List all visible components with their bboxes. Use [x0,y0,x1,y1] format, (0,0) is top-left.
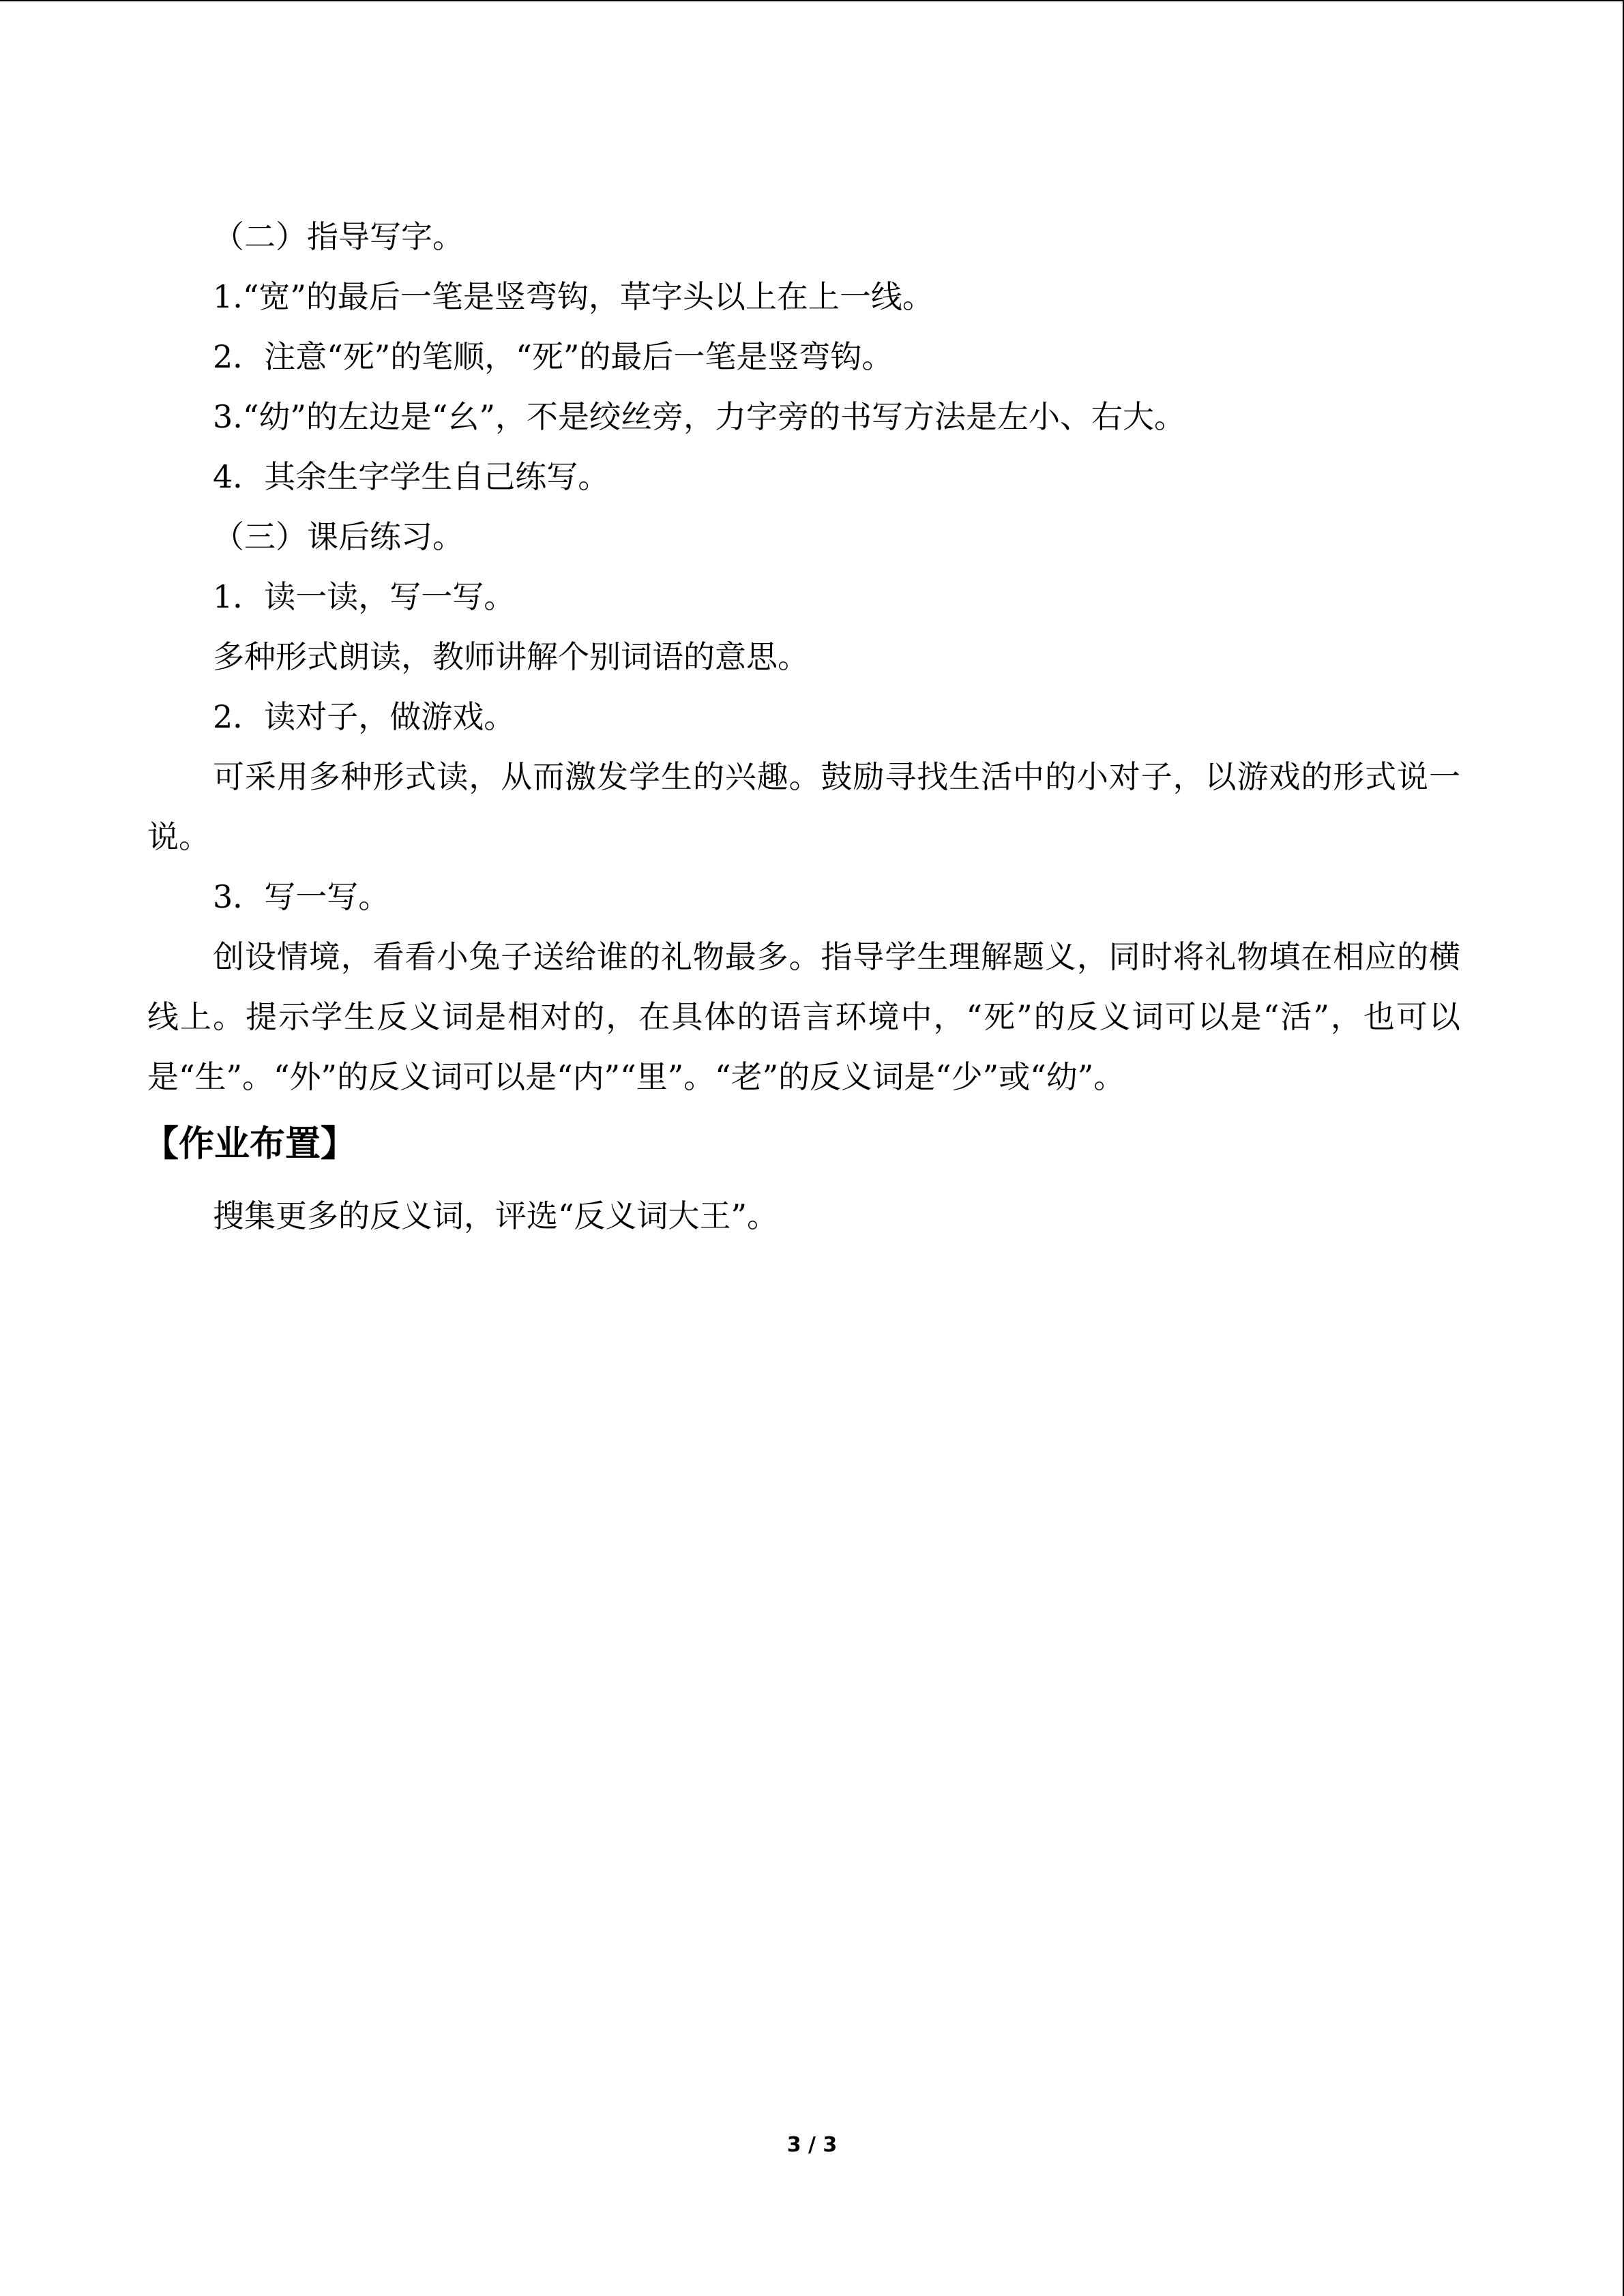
paragraph: 可采用多种形式读，从而激发学生的兴趣。鼓励寻找生活中的小对子，以游戏的形式说一说。 [147,758,1460,855]
document-body [143,207,1460,1246]
section-heading-writing: （二）指导写字。 [213,218,464,255]
list-item: 1.“宽”的最后一笔是竖弯钩，草字头以上在上一线。 [213,278,934,315]
list-item: 4．其余生字学生自己练写。 [213,458,610,495]
list-item: 2．读对子，做游戏。 [213,698,516,735]
list-item: 2．注意“死”的笔顺，“死”的最后一笔是竖弯钩。 [213,338,894,375]
paragraph: 多种形式朗读，教师讲解个别词语的意思。 [213,638,809,675]
list-item: 1．读一读，写一写。 [213,578,516,615]
page-number: 3 / 3 [786,2133,838,2157]
paragraph: 创设情境，看看小兔子送给谁的礼物最多。指导学生理解题义，同时将礼物填在相应的横线上。提示学生反义词是相对的，在具体的语言环境中，“死”的反义词可以是“活”，也可以是“生”。“外”的反义词可以是“内”“里”。“老”的反义词是“少”或“幼”。 [147,938,1460,1095]
homework-heading: 【作业布置】 [143,1124,357,1165]
list-item: 3.“幼”的左边是“幺”，不是绞丝旁，力字旁的书写方法是左小、右大。 [213,398,1185,435]
section-heading-exercises: （三）课后练习。 [213,518,464,555]
list-item: 3．写一写。 [213,878,390,915]
homework-text: 搜集更多的反义词，评选“反义词大王”。 [213,1197,779,1234]
